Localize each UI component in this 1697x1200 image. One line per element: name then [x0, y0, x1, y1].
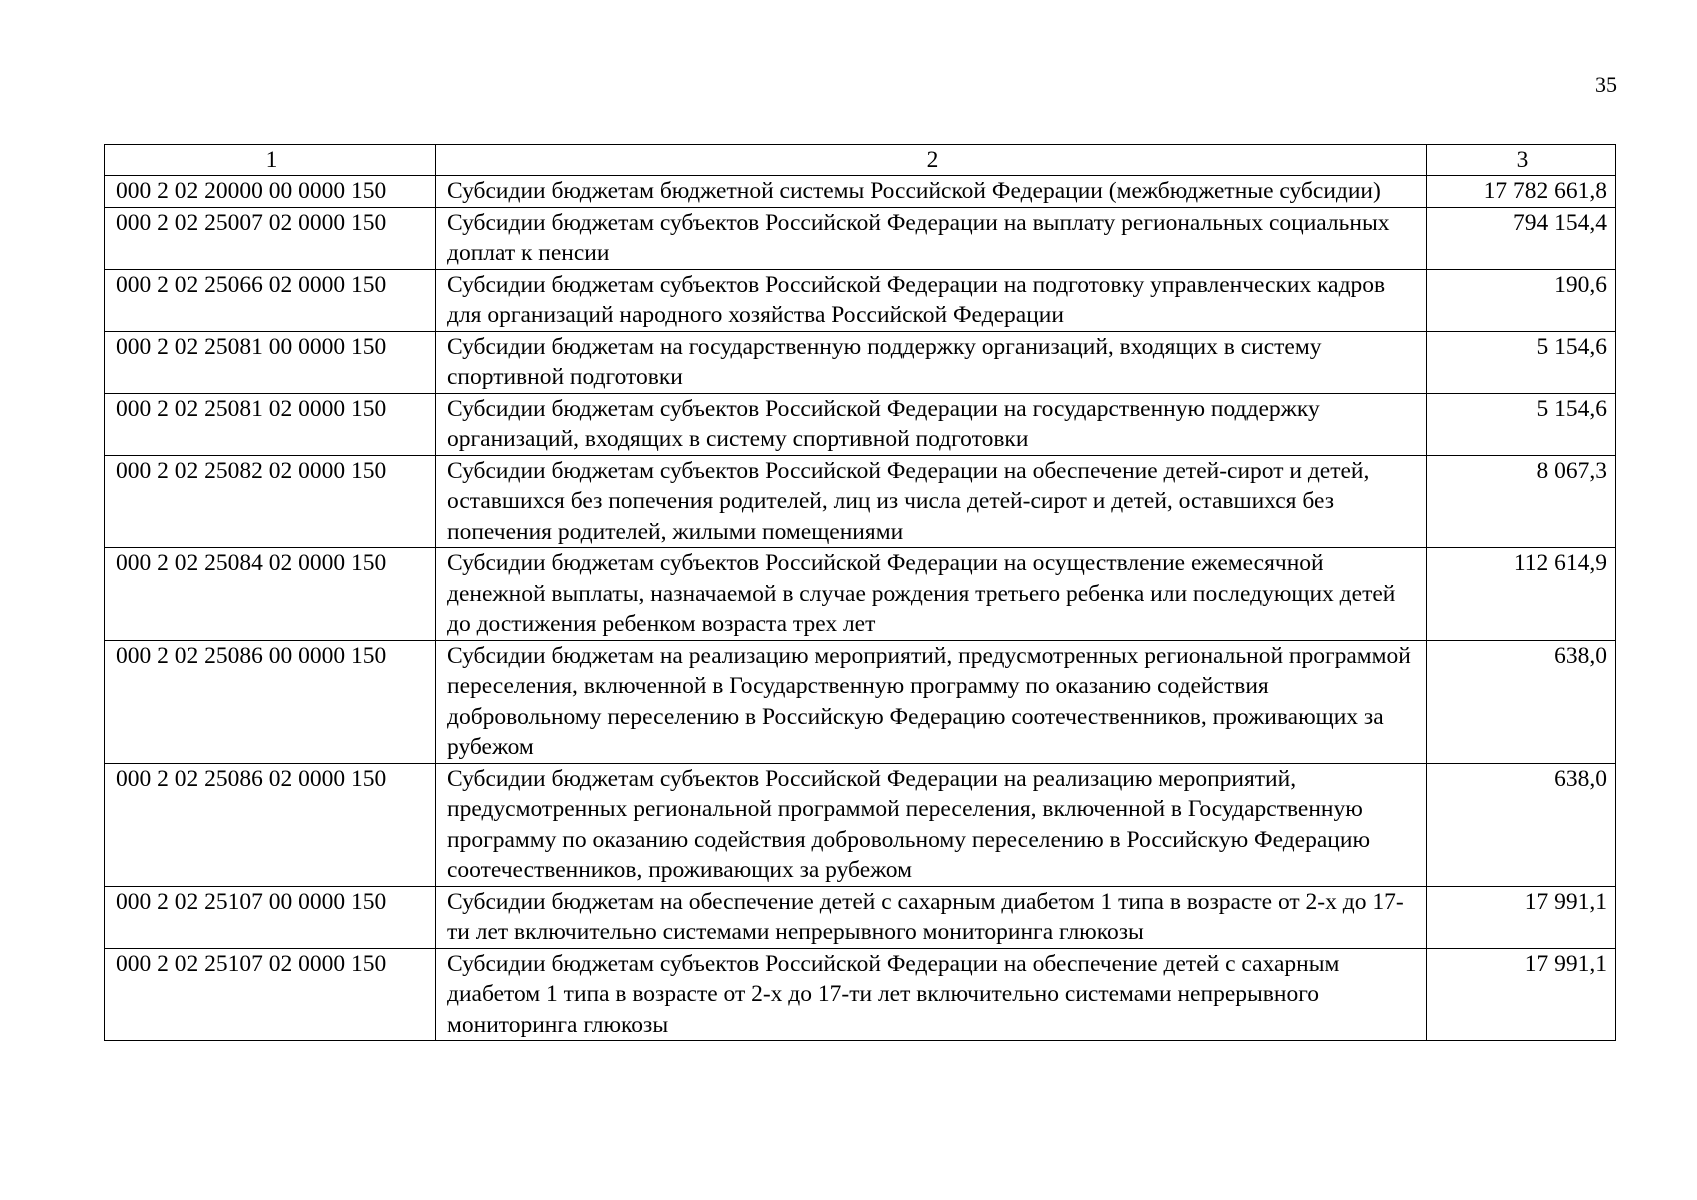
description-cell: Субсидии бюджетам на реализацию мероприятий, предусмотренных региональной программой переселения, включенной в Государственную программу по оказанию содействия добровольному переселению в Российскую Федерацию соотечественников, проживающих за рубежом — [436, 640, 1427, 763]
budget-code-cell: 000 2 02 25107 02 0000 150 — [105, 948, 436, 1041]
description-cell: Субсидии бюджетам субъектов Российской Федерации на государственную поддержку организаций, входящих в систему спортивной подготовки — [436, 393, 1427, 455]
amount-cell: 17 991,1 — [1427, 948, 1616, 1041]
table-row — [105, 207, 1616, 269]
amount-cell: 5 154,6 — [1427, 331, 1616, 393]
budget-code-cell: 000 2 02 25086 00 0000 150 — [105, 640, 436, 763]
amount-cell: 190,6 — [1427, 269, 1616, 331]
page-number: 35 — [1595, 72, 1617, 97]
budget-code-cell: 000 2 02 25107 00 0000 150 — [105, 886, 436, 948]
amount-cell: 17 782 661,8 — [1427, 176, 1616, 208]
description-cell: Субсидии бюджетам субъектов Российской Федерации на подготовку управленческих кадров для организаций народного хозяйства Российской Федерации — [436, 269, 1427, 331]
table-row — [105, 455, 1616, 548]
amount-cell: 17 991,1 — [1427, 886, 1616, 948]
description-cell: Субсидии бюджетам субъектов Российской Федерации на реализацию мероприятий, предусмотренных региональной программой переселения, включенной в Государственную программу по оказанию содействия добровольному переселению в Российскую Федерацию соотечественников, проживающих за рубежом — [436, 763, 1427, 886]
budget-code-cell: 000 2 02 25066 02 0000 150 — [105, 269, 436, 331]
table-row — [105, 269, 1616, 331]
amount-cell: 8 067,3 — [1427, 455, 1616, 548]
table-row — [105, 393, 1616, 455]
budget-table — [104, 144, 1616, 1041]
table-row — [105, 548, 1616, 641]
column-number-3: 3 — [1427, 145, 1616, 176]
table-row — [105, 886, 1616, 948]
column-number-2: 2 — [436, 145, 1427, 176]
table-row — [105, 331, 1616, 393]
budget-code-cell: 000 2 02 25084 02 0000 150 — [105, 548, 436, 641]
table-row — [105, 948, 1616, 1041]
amount-cell: 794 154,4 — [1427, 207, 1616, 269]
column-number-1: 1 — [105, 145, 436, 176]
budget-code-cell: 000 2 02 25081 02 0000 150 — [105, 393, 436, 455]
description-cell: Субсидии бюджетам субъектов Российской Федерации на обеспечение детей-сирот и детей, оставшихся без попечения родителей, лиц из числа детей-сирот и детей, оставшихся без попечения родителей, жилыми помещениями — [436, 455, 1427, 548]
description-cell: Субсидии бюджетам на государственную поддержку организаций, входящих в систему спортивной подготовки — [436, 331, 1427, 393]
description-cell: Субсидии бюджетам бюджетной системы Российской Федерации (межбюджетные субсидии) — [436, 176, 1427, 208]
budget-code-cell: 000 2 02 25007 02 0000 150 — [105, 207, 436, 269]
table-row — [105, 763, 1616, 886]
amount-cell: 112 614,9 — [1427, 548, 1616, 641]
description-cell: Субсидии бюджетам субъектов Российской Федерации на осуществление ежемесячной денежной выплаты, назначаемой в случае рождения третьего ребенка или последующих детей до достижения ребенком возраста трех лет — [436, 548, 1427, 641]
description-cell: Субсидии бюджетам субъектов Российской Федерации на выплату региональных социальных доплат к пенсии — [436, 207, 1427, 269]
budget-code-cell: 000 2 02 25082 02 0000 150 — [105, 455, 436, 548]
table-row — [105, 640, 1616, 763]
description-cell: Субсидии бюджетам субъектов Российской Федерации на обеспечение детей с сахарным диабетом 1 типа в возрасте от 2-х до 17-ти лет включительно системами непрерывного мониторинга глюкозы — [436, 948, 1427, 1041]
amount-cell: 638,0 — [1427, 763, 1616, 886]
budget-code-cell: 000 2 02 20000 00 0000 150 — [105, 176, 436, 208]
table-header-row — [105, 145, 1616, 176]
budget-code-cell: 000 2 02 25081 00 0000 150 — [105, 331, 436, 393]
budget-code-cell: 000 2 02 25086 02 0000 150 — [105, 763, 436, 886]
amount-cell: 638,0 — [1427, 640, 1616, 763]
description-cell: Субсидии бюджетам на обеспечение детей с сахарным диабетом 1 типа в возрасте от 2-х до 17-ти лет включительно системами непрерывного мониторинга глюкозы — [436, 886, 1427, 948]
table-row — [105, 176, 1616, 208]
amount-cell: 5 154,6 — [1427, 393, 1616, 455]
